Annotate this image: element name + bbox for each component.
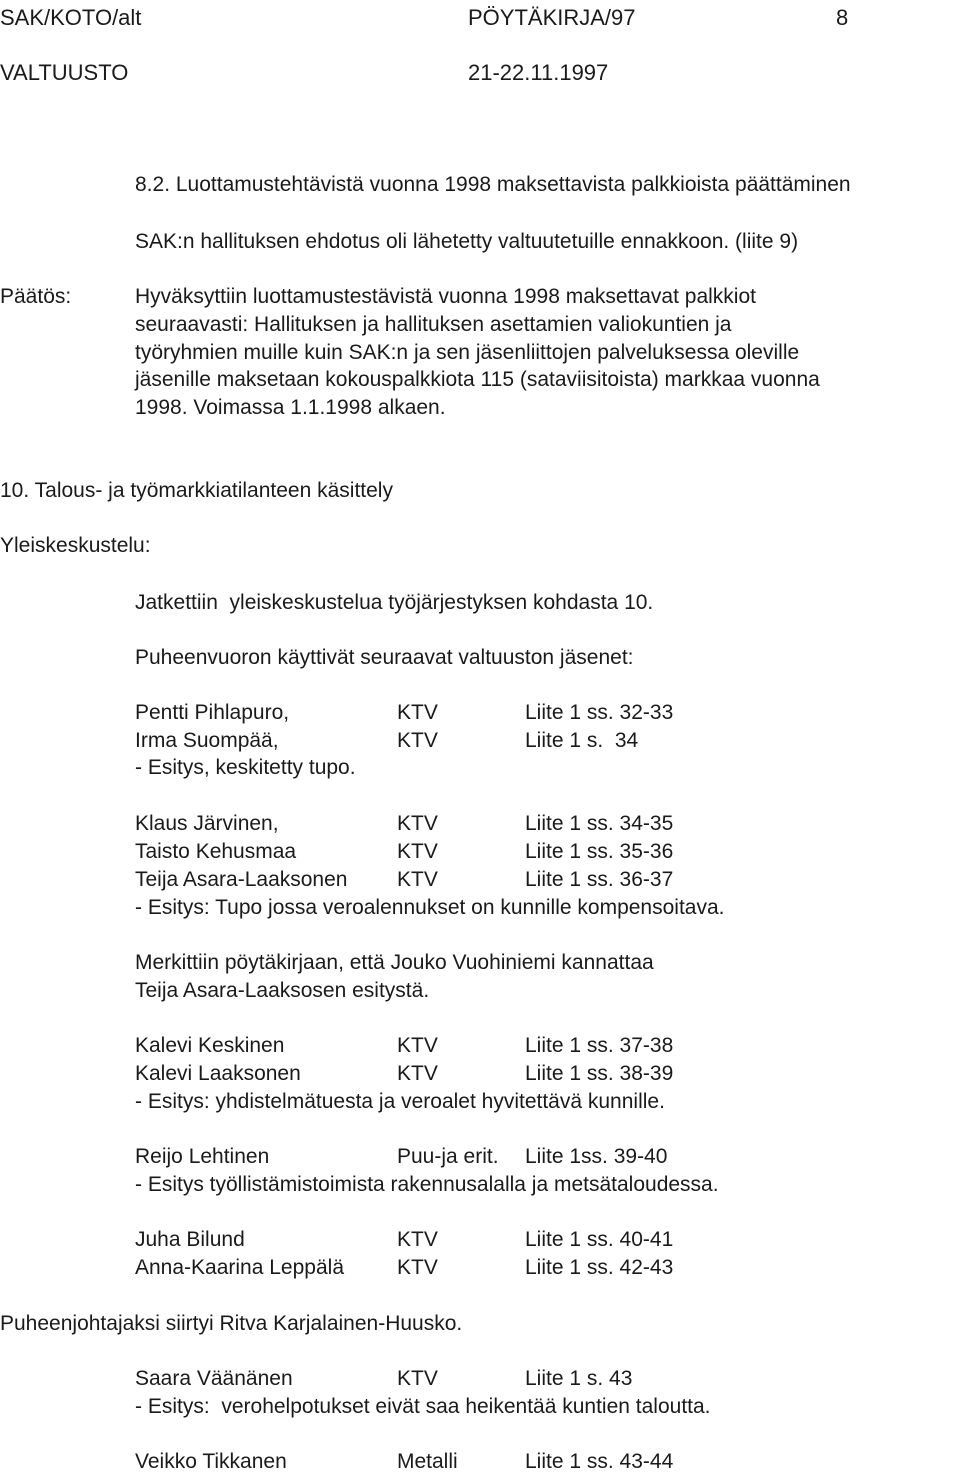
speaker-name: Kalevi Laaksonen bbox=[135, 1062, 301, 1085]
speaker-appendix: Liite 1ss. 39-40 bbox=[525, 1145, 668, 1168]
minutes-note-line: Teija Asara-Laaksosen esitystä. bbox=[135, 979, 430, 1002]
speaker-name: Juha Bilund bbox=[135, 1228, 245, 1251]
speaker-name: Irma Suompää, bbox=[135, 729, 279, 752]
header-page-number: 8 bbox=[836, 5, 849, 30]
section-10-heading: 10. Talous- ja työmarkkiatilanteen käsittely bbox=[0, 479, 393, 502]
decision-line: 1998. Voimassa 1.1.1998 alkaen. bbox=[135, 396, 446, 419]
decision-line: Hyväksyttiin luottamustestävistä vuonna 1998 maksettavat palkkiot bbox=[135, 285, 756, 308]
chair-change: Puheenjohtajaksi siirtyi Ritva Karjalainen-Huusko. bbox=[0, 1312, 463, 1335]
speaker-org: KTV bbox=[397, 701, 438, 724]
speaker-name: Pentti Pihlapuro, bbox=[135, 701, 290, 724]
speaker-name: Anna-Kaarina Leppälä bbox=[135, 1256, 344, 1279]
speaker-org: Metalli bbox=[397, 1450, 458, 1473]
speaker-appendix: Liite 1 s. 34 bbox=[525, 729, 639, 752]
proposal-line: - Esitys: Tupo jossa veroalennukset on kunnille kompensoitava. bbox=[135, 896, 725, 919]
header-document-type: PÖYTÄKIRJA/97 bbox=[468, 5, 636, 30]
speaker-appendix: Liite 1 ss. 32-33 bbox=[525, 701, 674, 724]
speaker-name: Reijo Lehtinen bbox=[135, 1145, 270, 1168]
speaker-name: Klaus Järvinen, bbox=[135, 812, 279, 835]
proposal-line: - Esitys, keskitetty tupo. bbox=[135, 756, 356, 779]
speaker-name: Veikko Tikkanen bbox=[135, 1450, 287, 1473]
decision-line: työryhmien muille kuin SAK:n ja sen jäsenliittojen palveluksessa oleville bbox=[135, 341, 800, 364]
speaker-appendix: Liite 1 ss. 36-37 bbox=[525, 868, 674, 891]
speaker-org: KTV bbox=[397, 840, 438, 863]
speaker-appendix: Liite 1 ss. 40-41 bbox=[525, 1228, 674, 1251]
speaker-appendix: Liite 1 ss. 34-35 bbox=[525, 812, 674, 835]
speaker-org: Puu-ja erit. bbox=[397, 1145, 499, 1168]
speaker-org: KTV bbox=[397, 1367, 438, 1390]
speaker-name: Kalevi Keskinen bbox=[135, 1034, 285, 1057]
header-org-code: SAK/KOTO/alt bbox=[0, 5, 142, 30]
speaker-org: KTV bbox=[397, 1256, 438, 1279]
header-date: 21-22.11.1997 bbox=[468, 60, 609, 85]
general-discussion-label: Yleiskeskustelu: bbox=[0, 534, 151, 557]
speakers-intro: Puheenvuoron käyttivät seuraavat valtuuston jäsenet: bbox=[135, 646, 634, 669]
discussion-continued: Jatkettiin yleiskeskustelua työjärjestyksen kohdasta 10. bbox=[135, 591, 654, 614]
speaker-name: Teija Asara-Laaksonen bbox=[135, 868, 348, 891]
speaker-name: Taisto Kehusmaa bbox=[135, 840, 297, 863]
proposal-line: - Esitys: yhdistelmätuesta ja veroalet hyvitettävä kunnille. bbox=[135, 1090, 665, 1113]
header-body-name: VALTUUSTO bbox=[0, 60, 129, 85]
proposal-line: - Esitys: verohelpotukset eivät saa heikentää kuntien taloutta. bbox=[135, 1395, 711, 1418]
decision-label: Päätös: bbox=[0, 285, 72, 308]
speaker-org: KTV bbox=[397, 868, 438, 891]
speaker-appendix: Liite 1 s. 43 bbox=[525, 1367, 633, 1390]
section-8-2-heading: 8.2. Luottamustehtävistä vuonna 1998 maksettavista palkkioista päättäminen bbox=[135, 173, 851, 196]
minutes-note-line: Merkittiin pöytäkirjaan, että Jouko Vuohiniemi kannattaa bbox=[135, 951, 654, 974]
speaker-appendix: Liite 1 ss. 43-44 bbox=[525, 1450, 674, 1473]
speaker-org: KTV bbox=[397, 812, 438, 835]
speaker-appendix: Liite 1 ss. 38-39 bbox=[525, 1062, 674, 1085]
speaker-org: KTV bbox=[397, 1062, 438, 1085]
speaker-appendix: Liite 1 ss. 42-43 bbox=[525, 1256, 674, 1279]
proposal-line: - Esitys työllistämistoimista rakennusalalla ja metsätaloudessa. bbox=[135, 1173, 719, 1196]
speaker-name: Saara Väänänen bbox=[135, 1367, 293, 1390]
section-8-2-proposal: SAK:n hallituksen ehdotus oli lähetetty valtuutetuille ennakkoon. (liite 9) bbox=[135, 230, 799, 253]
speaker-org: KTV bbox=[397, 1034, 438, 1057]
decision-line: seuraavasti: Hallituksen ja hallituksen asettamien valiokuntien ja bbox=[135, 313, 732, 336]
speaker-appendix: Liite 1 ss. 35-36 bbox=[525, 840, 674, 863]
speaker-org: KTV bbox=[397, 1228, 438, 1251]
decision-line: jäsenille maksetaan kokouspalkkiota 115 (sataviisitoista) markkaa vuonna bbox=[135, 368, 820, 391]
speaker-appendix: Liite 1 ss. 37-38 bbox=[525, 1034, 674, 1057]
speaker-org: KTV bbox=[397, 729, 438, 752]
